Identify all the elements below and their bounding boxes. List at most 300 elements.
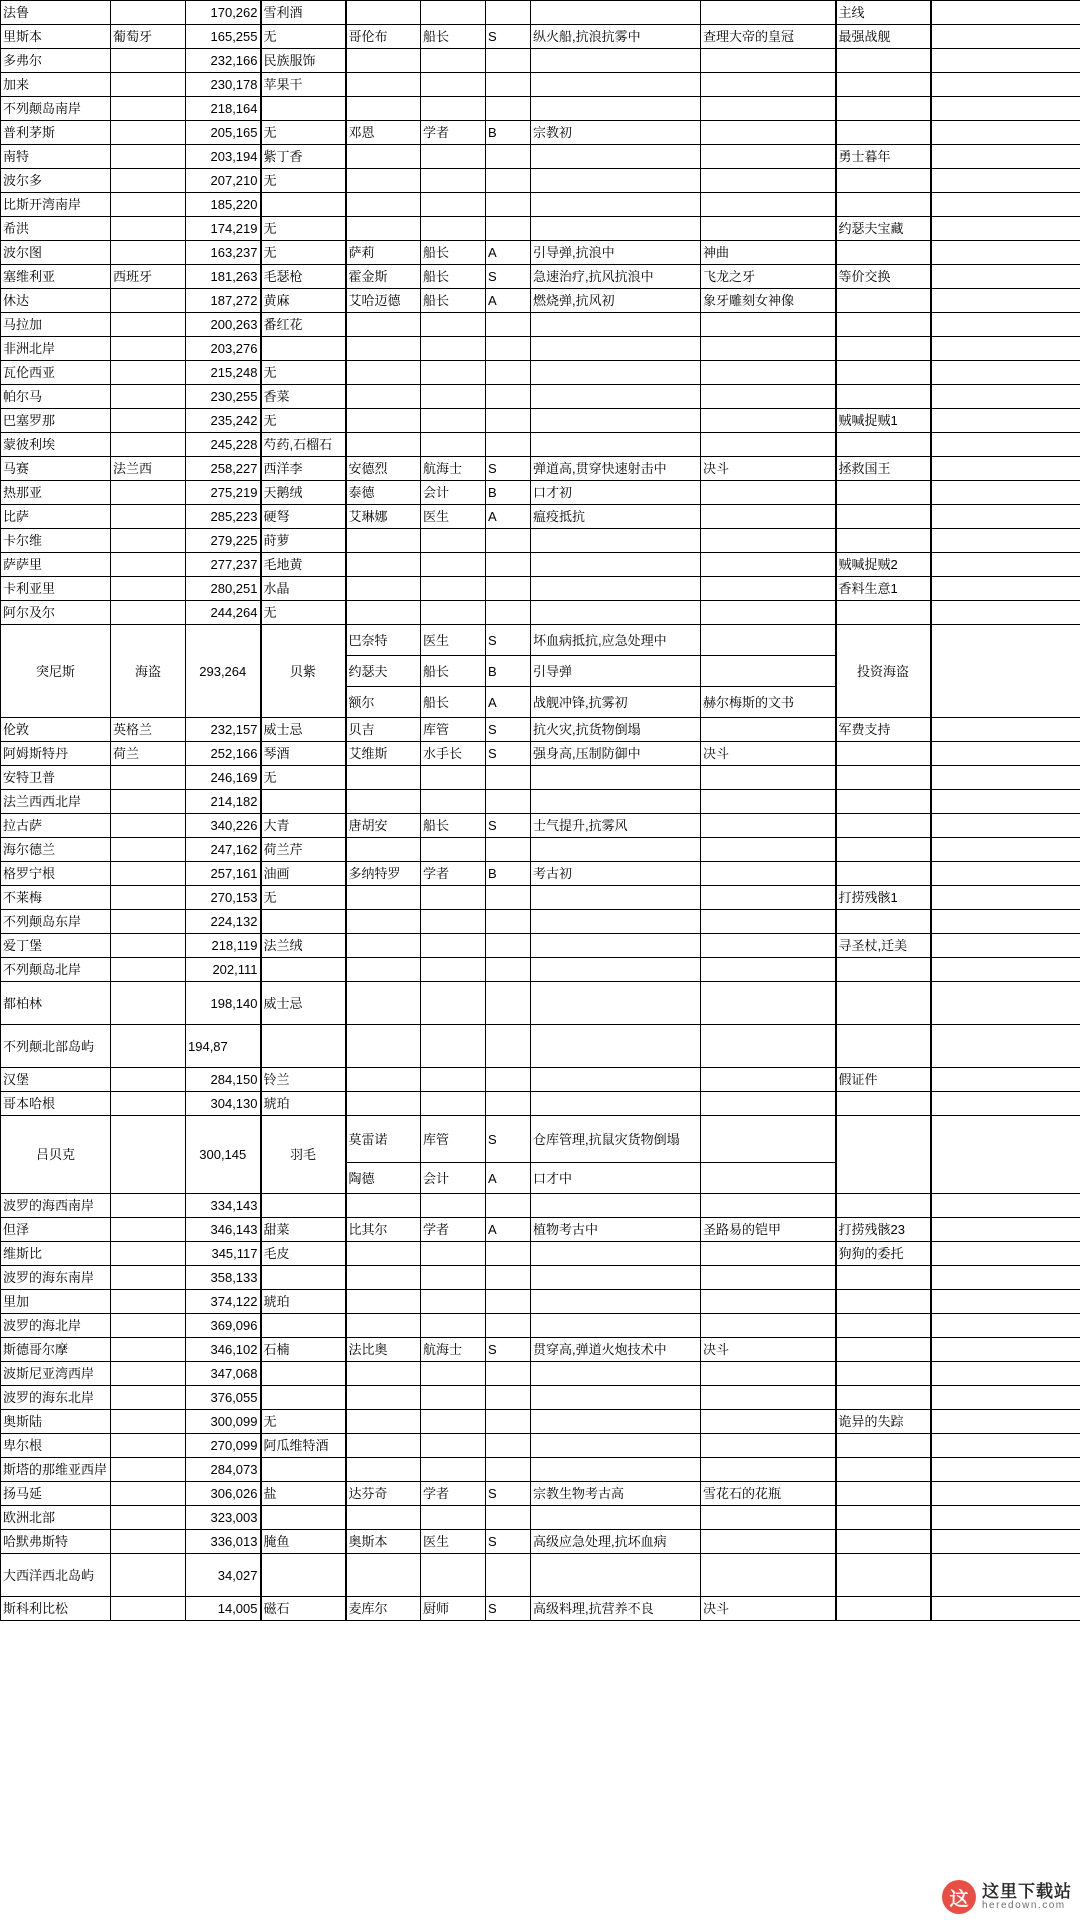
cell-country	[111, 1338, 186, 1362]
cell-name	[346, 217, 421, 241]
cell-country	[111, 529, 186, 553]
cell-name: 达芬奇	[346, 1482, 421, 1506]
cell-skills	[531, 790, 701, 814]
cell-job	[421, 1506, 486, 1530]
cell-city: 波尔图	[1, 241, 111, 265]
cell-job: 学者	[421, 1218, 486, 1242]
cell-quest	[836, 862, 931, 886]
cell-quest	[836, 766, 931, 790]
table-row	[1, 1458, 1080, 1482]
watermark-logo-icon: 这	[942, 1880, 976, 1914]
cell-rank	[486, 169, 531, 193]
cell-note	[931, 385, 1080, 409]
cell-value: 203,194	[186, 145, 261, 169]
cell-value: 230,255	[186, 385, 261, 409]
cell-skills	[531, 433, 701, 457]
cell-job: 船长	[421, 265, 486, 289]
cell-city: 斯德哥尔摩	[1, 1338, 111, 1362]
cell-note	[931, 529, 1080, 553]
cell-country	[111, 910, 186, 934]
cell-city: 法兰西西北岸	[1, 790, 111, 814]
cell-value: 247,162	[186, 838, 261, 862]
cell-job	[421, 982, 486, 1025]
cell-skills	[531, 73, 701, 97]
cell-note	[931, 241, 1080, 265]
cell-city: 热那亚	[1, 481, 111, 505]
cell-country	[111, 1116, 186, 1194]
cell-skills	[531, 766, 701, 790]
cell-item	[701, 1410, 836, 1434]
cell-rank	[486, 838, 531, 862]
cell-job	[421, 577, 486, 601]
cell-city: 萨萨里	[1, 553, 111, 577]
cell-job	[421, 1266, 486, 1290]
cell-country: 葡萄牙	[111, 25, 186, 49]
cell-value: 224,132	[186, 910, 261, 934]
cell-skills	[531, 145, 701, 169]
cell-skills	[531, 1092, 701, 1116]
cell-goods: 无	[261, 241, 346, 265]
cell-goods: 盐	[261, 1482, 346, 1506]
cell-item	[701, 982, 836, 1025]
cell-note	[931, 409, 1080, 433]
cell-country: 英格兰	[111, 718, 186, 742]
cell-job	[421, 601, 486, 625]
cell-job	[421, 145, 486, 169]
cell-country	[111, 814, 186, 838]
cell-country	[111, 934, 186, 958]
cell-value: 275,219	[186, 481, 261, 505]
cell-item	[701, 1092, 836, 1116]
cell-quest	[836, 982, 931, 1025]
cell-country	[111, 1242, 186, 1266]
cell-rank: A	[486, 1163, 531, 1194]
cell-name	[346, 529, 421, 553]
cell-country	[111, 1290, 186, 1314]
cell-note	[931, 265, 1080, 289]
cell-goods: 油画	[261, 862, 346, 886]
cell-quest	[836, 790, 931, 814]
cell-name: 艾琳娜	[346, 505, 421, 529]
cell-value: 244,264	[186, 601, 261, 625]
cell-skills	[531, 1266, 701, 1290]
cell-value: 205,165	[186, 121, 261, 145]
cell-note	[931, 505, 1080, 529]
cell-city: 多弗尔	[1, 49, 111, 73]
cell-city: 卡尔维	[1, 529, 111, 553]
cell-goods: 阿瓜维特酒	[261, 1434, 346, 1458]
table-row	[1, 313, 1080, 337]
cell-rank: S	[486, 814, 531, 838]
cell-note	[931, 1116, 1080, 1194]
cell-goods	[261, 790, 346, 814]
cell-name	[346, 1458, 421, 1482]
cell-name	[346, 1314, 421, 1338]
cell-city: 休达	[1, 289, 111, 313]
cell-name	[346, 145, 421, 169]
cell-rank: S	[486, 1597, 531, 1621]
cell-name: 邓恩	[346, 121, 421, 145]
cell-value: 369,096	[186, 1314, 261, 1338]
cell-quest	[836, 838, 931, 862]
cell-city: 格罗宁根	[1, 862, 111, 886]
table-body	[1, 1, 1080, 1621]
cell-job	[421, 217, 486, 241]
cell-country	[111, 982, 186, 1025]
cell-item: 决斗	[701, 457, 836, 481]
cell-quest: 投资海盗	[836, 625, 931, 718]
cell-note	[931, 790, 1080, 814]
cell-city: 波尔多	[1, 169, 111, 193]
cell-quest	[836, 1554, 931, 1597]
cell-job	[421, 1068, 486, 1092]
cell-job: 医生	[421, 1530, 486, 1554]
table-row	[1, 625, 1080, 656]
cell-quest: 最强战舰	[836, 25, 931, 49]
cell-city: 不列颠岛南岸	[1, 97, 111, 121]
cell-rank	[486, 145, 531, 169]
cell-skills	[531, 361, 701, 385]
cell-city: 安特卫普	[1, 766, 111, 790]
table-row	[1, 958, 1080, 982]
cell-name	[346, 1242, 421, 1266]
cell-value: 257,161	[186, 862, 261, 886]
cell-rank: S	[486, 718, 531, 742]
cell-goods: 番红花	[261, 313, 346, 337]
table-row	[1, 385, 1080, 409]
cell-city: 波罗的海西南岸	[1, 1194, 111, 1218]
cell-name	[346, 1, 421, 25]
cell-name	[346, 1194, 421, 1218]
cell-goods: 琥珀	[261, 1290, 346, 1314]
cell-name: 安德烈	[346, 457, 421, 481]
cell-goods: 紫丁香	[261, 145, 346, 169]
cell-city: 法鲁	[1, 1, 111, 25]
cell-name: 比其尔	[346, 1218, 421, 1242]
cell-value: 277,237	[186, 553, 261, 577]
cell-city: 但泽	[1, 1218, 111, 1242]
cell-item	[701, 409, 836, 433]
cell-skills	[531, 1410, 701, 1434]
cell-city: 不列颠北部岛屿	[1, 1025, 111, 1068]
cell-job	[421, 1314, 486, 1338]
cell-rank	[486, 766, 531, 790]
cell-goods	[261, 1386, 346, 1410]
cell-name	[346, 601, 421, 625]
cell-job	[421, 838, 486, 862]
cell-item	[701, 49, 836, 73]
cell-name: 巴奈特	[346, 625, 421, 656]
cell-note	[931, 862, 1080, 886]
table-row	[1, 553, 1080, 577]
cell-country	[111, 958, 186, 982]
cell-rank	[486, 1194, 531, 1218]
cell-skills	[531, 49, 701, 73]
cell-city: 爱丁堡	[1, 934, 111, 958]
cell-name: 莫雷诺	[346, 1116, 421, 1163]
cell-goods	[261, 1266, 346, 1290]
cell-item	[701, 1434, 836, 1458]
cell-value: 252,166	[186, 742, 261, 766]
cell-job	[421, 433, 486, 457]
cell-value: 235,242	[186, 409, 261, 433]
table-row	[1, 1530, 1080, 1554]
cell-goods: 毛瑟枪	[261, 265, 346, 289]
cell-country	[111, 433, 186, 457]
cell-item	[701, 505, 836, 529]
cell-quest	[836, 1025, 931, 1068]
cell-quest	[836, 1482, 931, 1506]
cell-note	[931, 1, 1080, 25]
cell-item	[701, 529, 836, 553]
cell-item	[701, 1242, 836, 1266]
cell-job	[421, 886, 486, 910]
cell-skills: 纵火船,抗浪抗雾中	[531, 25, 701, 49]
cell-value: 374,122	[186, 1290, 261, 1314]
cell-city: 波罗的海东北岸	[1, 1386, 111, 1410]
cell-job	[421, 1386, 486, 1410]
cell-value: 300,099	[186, 1410, 261, 1434]
cell-name: 奥斯本	[346, 1530, 421, 1554]
cell-value: 246,169	[186, 766, 261, 790]
cell-rank: A	[486, 505, 531, 529]
watermark	[942, 1880, 1072, 1914]
cell-item	[701, 790, 836, 814]
cell-job: 会计	[421, 1163, 486, 1194]
watermark-url: heredown.com	[982, 1899, 1066, 1911]
cell-country	[111, 49, 186, 73]
watermark-title: 这里下载站	[982, 1881, 1072, 1901]
cell-skills: 仓库管理,抗鼠灾货物倒塌	[531, 1116, 701, 1163]
cell-item: 圣路易的铠甲	[701, 1218, 836, 1242]
cell-city: 斯科利比松	[1, 1597, 111, 1621]
cell-job: 医生	[421, 505, 486, 529]
cell-note	[931, 1434, 1080, 1458]
cell-note	[931, 838, 1080, 862]
cell-job: 库管	[421, 1116, 486, 1163]
cell-goods	[261, 910, 346, 934]
cell-quest	[836, 1362, 931, 1386]
table-row	[1, 766, 1080, 790]
cell-quest: 贼喊捉贼2	[836, 553, 931, 577]
cell-note	[931, 718, 1080, 742]
cell-value: 334,143	[186, 1194, 261, 1218]
cell-job	[421, 1410, 486, 1434]
cell-note	[931, 1506, 1080, 1530]
cell-rank	[486, 409, 531, 433]
cell-item: 决斗	[701, 742, 836, 766]
cell-note	[931, 766, 1080, 790]
cell-goods: 石楠	[261, 1338, 346, 1362]
cell-item	[701, 1386, 836, 1410]
cell-quest	[836, 313, 931, 337]
table-row	[1, 289, 1080, 313]
cell-skills	[531, 529, 701, 553]
cell-country	[111, 505, 186, 529]
table-row	[1, 505, 1080, 529]
cell-item	[701, 958, 836, 982]
cell-country	[111, 1554, 186, 1597]
cell-city: 斯塔的那维亚西岸	[1, 1458, 111, 1482]
cell-skills	[531, 838, 701, 862]
cell-country: 海盗	[111, 625, 186, 718]
cell-skills: 宗教初	[531, 121, 701, 145]
cell-value: 230,178	[186, 73, 261, 97]
cell-country	[111, 97, 186, 121]
cell-quest	[836, 1434, 931, 1458]
cell-rank	[486, 553, 531, 577]
cell-name	[346, 1362, 421, 1386]
cell-name	[346, 838, 421, 862]
cell-city: 比斯开湾南岸	[1, 193, 111, 217]
cell-skills	[531, 934, 701, 958]
cell-job	[421, 910, 486, 934]
cell-value: 245,228	[186, 433, 261, 457]
cell-note	[931, 577, 1080, 601]
cell-country	[111, 1218, 186, 1242]
cell-name	[346, 577, 421, 601]
cell-goods: 琥珀	[261, 1092, 346, 1116]
cell-name: 多纳特罗	[346, 862, 421, 886]
cell-note	[931, 1218, 1080, 1242]
cell-quest	[836, 910, 931, 934]
cell-note	[931, 361, 1080, 385]
table-row	[1, 1025, 1080, 1068]
cell-city: 瓦伦西亚	[1, 361, 111, 385]
cell-value: 170,262	[186, 1, 261, 25]
cell-note	[931, 1068, 1080, 1092]
cell-item	[701, 553, 836, 577]
cell-item	[701, 169, 836, 193]
cell-skills	[531, 1362, 701, 1386]
cell-quest	[836, 814, 931, 838]
cell-skills: 贯穿高,弹道火炮技术中	[531, 1338, 701, 1362]
cell-goods: 法兰绒	[261, 934, 346, 958]
cell-quest	[836, 49, 931, 73]
cell-rank	[486, 1362, 531, 1386]
cell-quest	[836, 1530, 931, 1554]
cell-note	[931, 433, 1080, 457]
cell-job	[421, 1458, 486, 1482]
cell-rank	[486, 1434, 531, 1458]
cell-name	[346, 361, 421, 385]
cell-quest	[836, 1194, 931, 1218]
cell-city: 蒙彼利埃	[1, 433, 111, 457]
cell-skills: 高级料理,抗营养不良	[531, 1597, 701, 1621]
cell-note	[931, 1482, 1080, 1506]
cell-name	[346, 97, 421, 121]
cell-value: 280,251	[186, 577, 261, 601]
cell-note	[931, 481, 1080, 505]
cell-city: 希洪	[1, 217, 111, 241]
cell-name	[346, 1068, 421, 1092]
cell-value: 163,237	[186, 241, 261, 265]
cell-item	[701, 1314, 836, 1338]
cell-value: 194,87	[186, 1025, 261, 1068]
cell-note	[931, 1554, 1080, 1597]
cell-rank	[486, 433, 531, 457]
cell-item: 决斗	[701, 1597, 836, 1621]
cell-quest	[836, 1266, 931, 1290]
table-row	[1, 982, 1080, 1025]
cell-quest	[836, 1116, 931, 1194]
table-row	[1, 361, 1080, 385]
cell-country	[111, 337, 186, 361]
cell-rank	[486, 982, 531, 1025]
cell-goods: 民族服饰	[261, 49, 346, 73]
cell-note	[931, 145, 1080, 169]
cell-value: 300,145	[186, 1116, 261, 1194]
cell-note	[931, 289, 1080, 313]
cell-note	[931, 1242, 1080, 1266]
cell-name: 法比奥	[346, 1338, 421, 1362]
cell-city: 比萨	[1, 505, 111, 529]
cell-item	[701, 625, 836, 656]
cell-skills	[531, 1242, 701, 1266]
cell-value: 34,027	[186, 1554, 261, 1597]
cell-city: 巴塞罗那	[1, 409, 111, 433]
cell-value: 270,153	[186, 886, 261, 910]
cell-skills: 植物考古中	[531, 1218, 701, 1242]
cell-rank: S	[486, 742, 531, 766]
cell-city: 扬马延	[1, 1482, 111, 1506]
cell-quest	[836, 742, 931, 766]
cell-country	[111, 1597, 186, 1621]
cell-goods: 硬弩	[261, 505, 346, 529]
cell-country	[111, 1266, 186, 1290]
cell-name	[346, 73, 421, 97]
cell-rank	[486, 1, 531, 25]
cell-name	[346, 433, 421, 457]
cell-name: 艾哈迈德	[346, 289, 421, 313]
table-row	[1, 1338, 1080, 1362]
cell-item	[701, 601, 836, 625]
table-row	[1, 1218, 1080, 1242]
cell-city: 突尼斯	[1, 625, 111, 718]
cell-rank	[486, 337, 531, 361]
cell-item	[701, 1458, 836, 1482]
cell-value: 340,226	[186, 814, 261, 838]
cell-name: 泰德	[346, 481, 421, 505]
cell-rank	[486, 1410, 531, 1434]
cell-skills	[531, 1386, 701, 1410]
cell-name: 萨莉	[346, 241, 421, 265]
cell-quest	[836, 1092, 931, 1116]
cell-rank	[486, 49, 531, 73]
cell-note	[931, 337, 1080, 361]
cell-value: 346,102	[186, 1338, 261, 1362]
table-row	[1, 145, 1080, 169]
cell-job	[421, 193, 486, 217]
cell-country	[111, 289, 186, 313]
cell-skills: 口才初	[531, 481, 701, 505]
cell-country	[111, 1410, 186, 1434]
cell-goods: 毛地黄	[261, 553, 346, 577]
cell-city: 拉古萨	[1, 814, 111, 838]
cell-rank: B	[486, 121, 531, 145]
cell-country	[111, 313, 186, 337]
cell-skills: 引导弹	[531, 656, 701, 687]
cell-note	[931, 97, 1080, 121]
cell-city: 奥斯陆	[1, 1410, 111, 1434]
cell-city: 伦敦	[1, 718, 111, 742]
cell-goods	[261, 337, 346, 361]
cell-note	[931, 910, 1080, 934]
cell-city: 不列颠岛北岸	[1, 958, 111, 982]
cell-name: 哥伦布	[346, 25, 421, 49]
cell-goods: 腌鱼	[261, 1530, 346, 1554]
table-row	[1, 934, 1080, 958]
